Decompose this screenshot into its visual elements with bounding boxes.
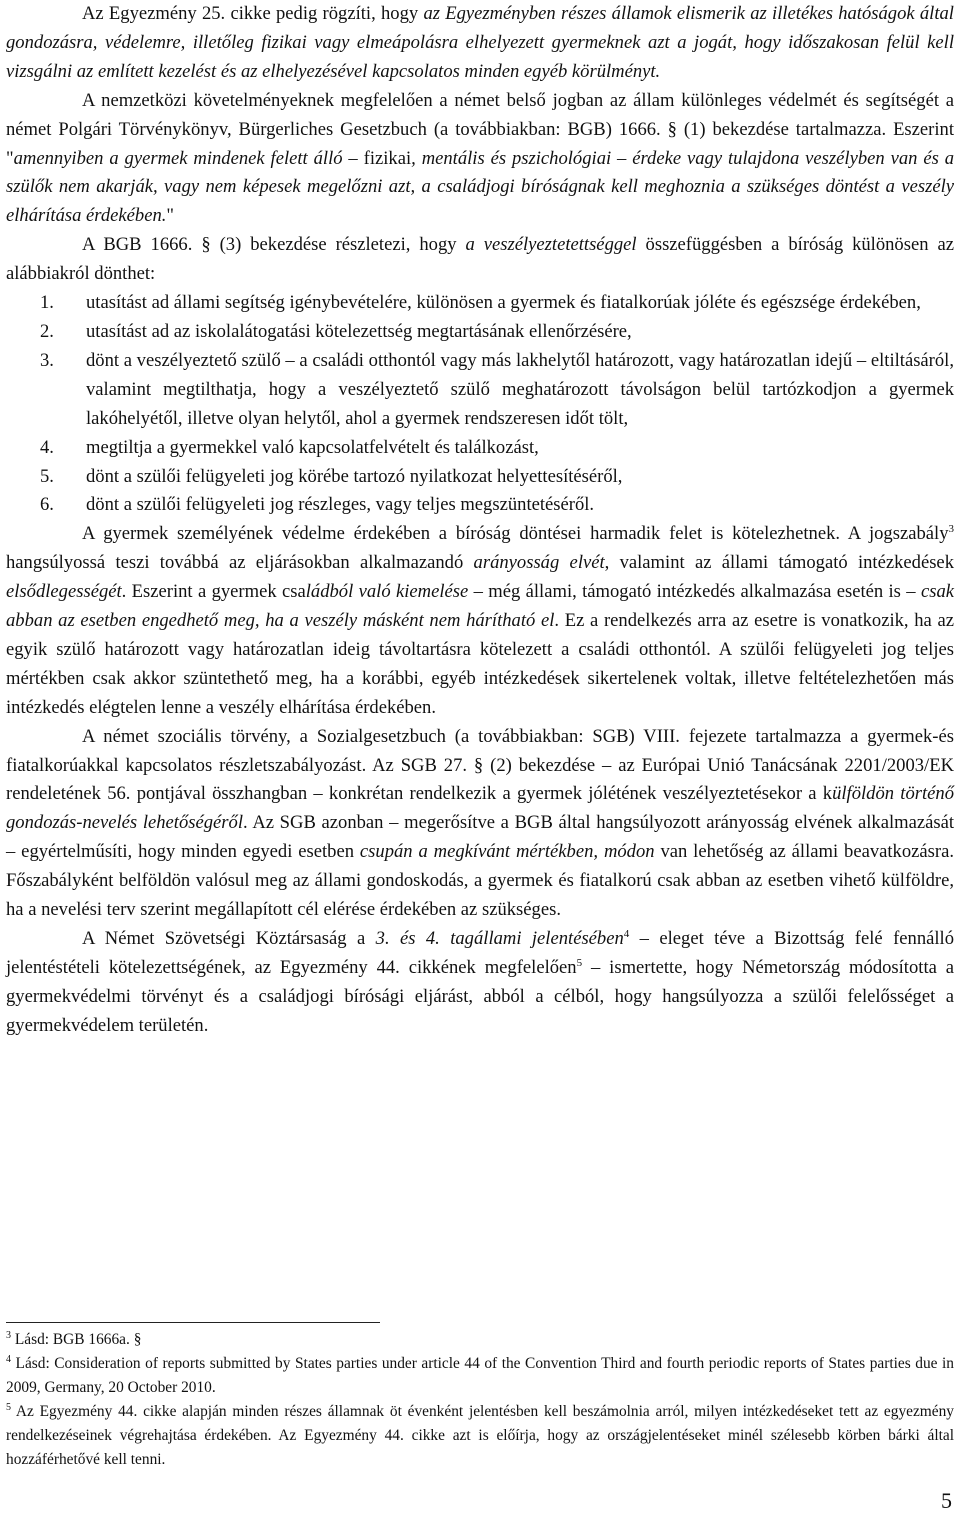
list-item: 1. utasítást ad állami segítség igénybevételére, különösen a gyermek és fiatalkorúak jóléte és egészsége érdekében, [40, 292, 921, 314]
court-decision-list [6, 289, 954, 520]
footnote: $^3$ Lásd: BGB 1666a. § [6, 1330, 142, 1348]
page-number: 5 [941, 1488, 952, 1513]
footnote-separator [6, 1322, 380, 1323]
list-item: 4. megtiltja a gyermekkel való kapcsolatfelvételt és találkozást, [40, 436, 539, 458]
footnote-ref: 5 [576, 956, 583, 969]
list-item: 5. dönt a szülői felügyeleti jog körébe tartozó nyilatkozat helyettesítéséről, [40, 465, 623, 487]
paragraph-third-party: A gyermek személyének védelme érdekében a bíróság döntései harmadik felet is kötelezhetnek. A jogszabály$^3$ hangsúlyossá teszi továbbá az eljárásokban alkalmazandó arányosság elvét, valamint az állami támogató intézkedések elsődlegességét. Eszerint a gyermek családból való kiemelése – még állami, támogató intézkedés alkalmazása esetén is – csak abban az esetben engedhető meg, ha a veszély másként nem hárítható el. Ez a rendelkezés arra az esetre is vonatkozik, ha az egyik szülő határozott vagy határozatlan ideig távoltartásra kötelezett a családi otthontól. A szülői felügyeleti jog teljes mértékben csak akkor szüntethető meg, ha a korábbi, egyéb intézkedések sikertelenek voltak, illetve feltételezhetően más intézkedés elégtelen lenne a veszély elhárítása érdekében. [6, 523, 954, 718]
document-body [6, 0, 954, 1041]
footnote-ref: 3 [948, 523, 954, 536]
paragraph-bgb-1666-3: A BGB 1666. § (3) bekezdése részletezi, hogy a veszélyeztetettséggel összefüggésben a bíróság különösen az alábbiakról dönthet: [6, 234, 954, 285]
footnote: $^4$ Lásd: Consideration of reports submitted by States parties under article 44 of the Convention Third and fourth periodic reports of States parties due in 2009, Germany, 20 October 2010. [6, 1354, 954, 1396]
paragraph-bgb-1666-1: A nemzetközi követelményeknek megfelelően a német belső jogban az állam különleges védelmét és segítségét a német Polgári Törvénykönyv, Bürgerliches Gesetzbuch (a továbbiakban: BGB) 1666. § (1) bekezdése tartalmazza. Eszerint "amennyiben a gyermek mindenek felett álló – fizikai, mentális és pszichológiai – érdeke vagy tulajdona veszélyben van és a szülők nem akarják, vagy nem képesek megelőzni azt, a családjogi bíróságnak kell meghoznia a szükséges döntést a veszély elhárítása érdekében." [6, 89, 955, 227]
list-item: 3. dönt a veszélyeztető szülő – a családi otthontól vagy más lakhelytől határozott, vagy határozatlan idejű – eltiltásáról, valamint megtilthatja, hogy a veszélyeztető szülő meghatározott távolságon belül tartózkodjon a gyermek lakóhelyétől, illetve olyan helytől, ahol a gyermek rendszeresen időt tölt, [40, 349, 954, 429]
footnote: $^5$ Az Egyezmény 44. cikke alapján minden részes államnak öt évenként jelentésben kell beszámolnia arról, milyen intézkedéseket tett az egyezmény rendelkezéseinek végrehajtása érdekében. Az Egyezmény 44. cikke azt is előírja, hogy az országjelentéseket minél szélesebb körben bárki által hozzáférhetővé kell tenni. [6, 1402, 954, 1468]
paragraph-sgb: A német szociális törvény, a Sozialgesetzbuch (a továbbiakban: SGB) VIII. fejezete tartalmazza a gyermek-és fiatalkorúakkal kapcsolatos részletszabályozást. Az SGB 27. § (2) bekezdése – az Európai Unió Tanácsának 2201/2003/EK rendeletének 56. pontjával összhangban – konkrétan rendelkezik a gyermek jólétének veszélyeztetésekor a külföldön történő gondozás-nevelés lehetőségéről. Az SGB azonban – megerősítve a BGB által hangsúlyozott arányosság elvének alkalmazását – egyértelműsíti, hogy minden egyedi esetben csupán a megkívánt mértékben, módon van lehetőség az állami beavatkozásra. Főszabályként belföldön valósul meg az állami gondoskodás, a gyermek és fiatalkorú csak abban az esetben vihető külföldre, ha a nevelési terv szerint megállapított cél elérése érdekében az szükséges. [6, 725, 954, 921]
list-item: 2. utasítást ad az iskolalátogatási kötelezettség megtartásának ellenőrzésére, [40, 320, 632, 342]
footnotes [6, 1328, 954, 1472]
paragraph-article-25: Az Egyezmény 25. cikke pedig rögzíti, hogy az Egyezményben részes államok elismerik az illetékes hatóságok által gondozásra, védelemre, illetőleg fizikai vagy elmeápolásra elhelyezett gyermeknek azt a jogát, hogy időszakosan felül kell vizsgálni az említett kezelést és az elhelyezésével kapcsolatos minden egyéb körülményt. [6, 3, 954, 82]
footnote-ref: 4 [623, 928, 630, 940]
list-item: 6. dönt a szülői felügyeleti jog részleges, vagy teljes megszüntetéséről. [40, 494, 595, 516]
paragraph-state-report: A Német Szövetségi Köztársaság a 3. és 4. tagállami jelentésében$^4$ – eleget téve a Bizottság felé fennálló jelentéstételi kötelezettségének, az Egyezmény 44. cikkének megfelelően$^5$ – ismertette, hogy Németország módosította a gyermekvédelmi törvényt és a családjogi bírósági eljárást, abból a célból, hogy hangsúlyozza a szülői felelősséget a gyermekvédelem területén. [6, 928, 954, 1036]
